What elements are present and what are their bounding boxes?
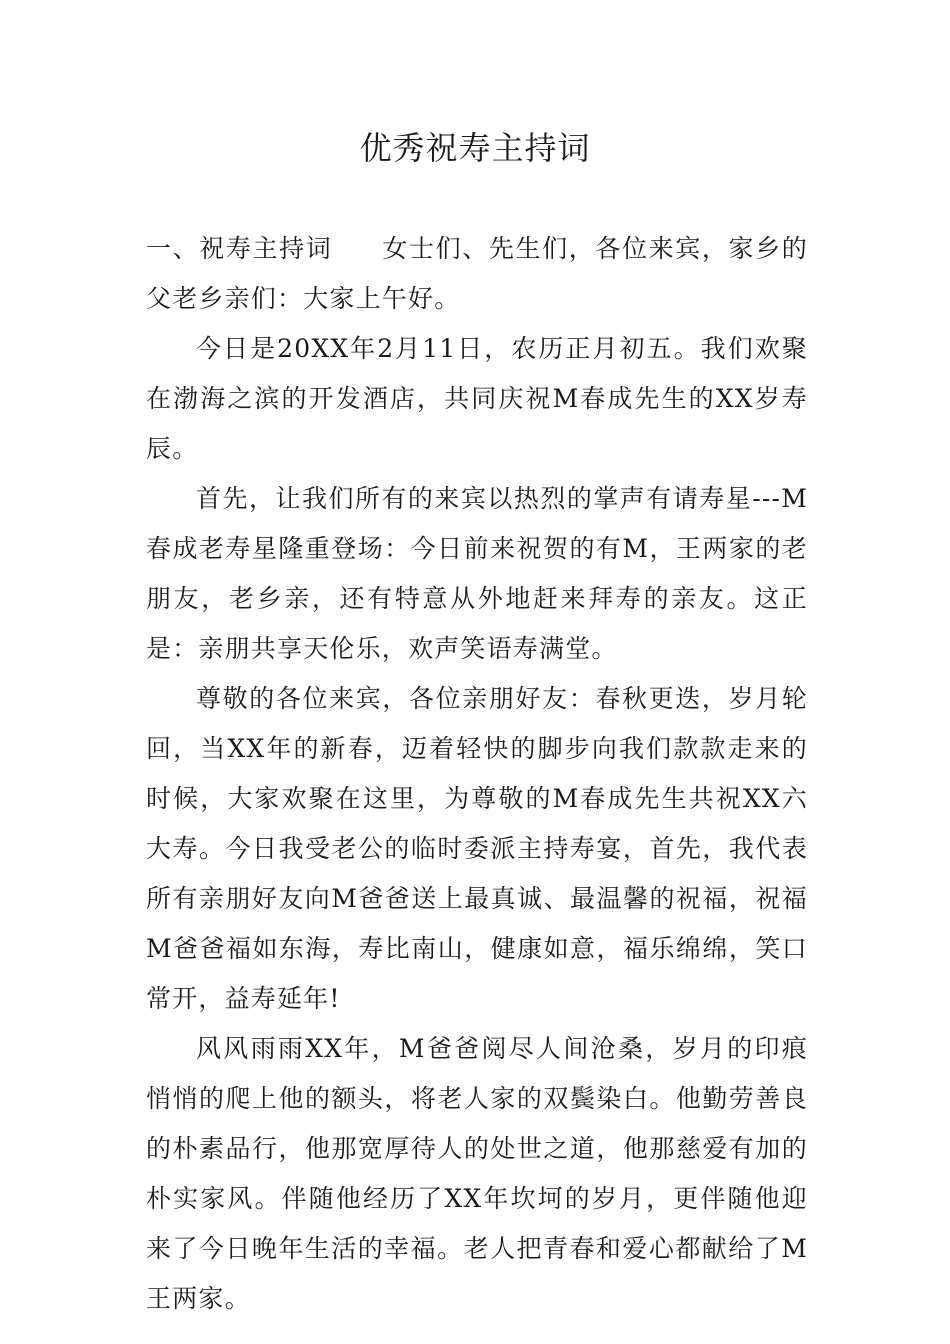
section-heading: 一、祝寿主持词 xyxy=(146,234,333,263)
document-body xyxy=(146,224,808,1324)
opening-paragraph xyxy=(146,224,808,324)
paragraph: 首先，让我们所有的来宾以热烈的掌声有请寿星---M春成老寿星隆重登场：今日前来祝贺的有M，王两家的老朋友，老乡亲，还有特意从外地赶来拜寿的亲友。这正是：亲朋共享天伦乐，欢声笑语寿满堂。 xyxy=(146,484,808,663)
paragraph: 今日是20XX年2月11日，农历正月初五。我们欢聚在渤海之滨的开发酒店，共同庆祝M春成先生的XX岁寿辰。 xyxy=(146,334,808,463)
paragraph: 风风雨雨XX年，M爸爸阅尽人间沧桑，岁月的印痕悄悄的爬上他的额头，将老人家的双鬓染白。他勤劳善良的朴素品行，他那宽厚待人的处世之道，他那慈爱有加的朴实家风。伴随他经历了XX年坎坷的岁月，更伴随他迎来了今日晚年生活的幸福。老人把青春和爱心都献给了M王两家。 xyxy=(146,1034,808,1313)
paragraph-text: 女士们、先生们，各位来宾，家乡的父老乡亲们：大家上午好。 xyxy=(146,234,808,313)
paragraph: 尊敬的各位来宾，各位亲朋好友：春秋更迭，岁月轮回，当XX年的新春，迈着轻快的脚步向我们款款走来的时候，大家欢聚在这里，为尊敬的M春成先生共祝XX六大寿。今日我受老公的临时委派主持寿宴，首先，我代表所有亲朋好友向M爸爸送上最真诚、最温馨的祝福，祝福M爸爸福如东海，寿比南山，健康如意，福乐绵绵，笑口常开，益寿延年! xyxy=(146,684,808,1013)
document-title: 优秀祝寿主持词 xyxy=(359,129,591,167)
